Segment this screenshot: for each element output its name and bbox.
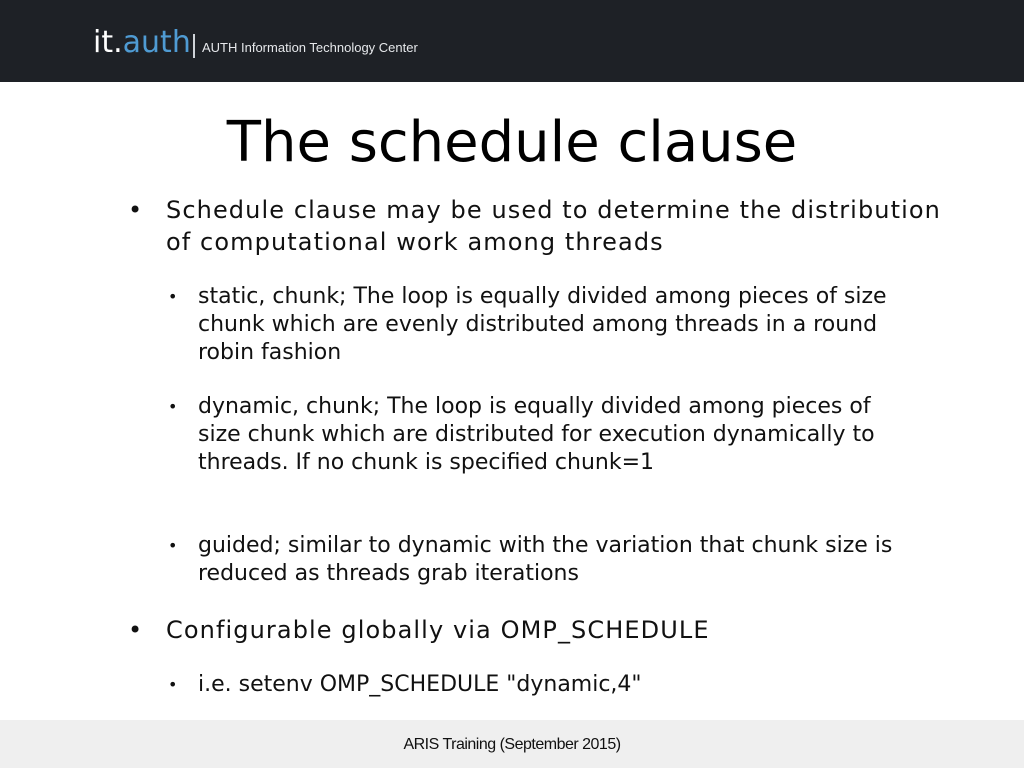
logo-dot-text: .	[113, 25, 123, 60]
bullet-mark: •	[128, 616, 144, 644]
sub-bullet-mark: •	[168, 675, 178, 694]
it-auth-logo	[93, 26, 191, 60]
sub-bullet-mark: •	[168, 397, 178, 416]
sub-bullet-text: guided; similar to dynamic with the variation that chunk size is reduced as threads grab iterations	[198, 533, 893, 586]
sub-bullet-mark: •	[168, 287, 178, 306]
bullet-text: Schedule clause may be used to determine the distribution of computational work among threads	[166, 196, 941, 256]
sub-bullet-text: i.e. setenv OMP_SCHEDULE "dynamic,4"	[198, 672, 642, 697]
logo-auth-text: auth	[122, 25, 191, 60]
footer-text: ARIS Training (September 2015)	[403, 736, 621, 753]
logo-it-text: it	[93, 25, 114, 60]
logo-divider	[193, 34, 195, 58]
bullet-text: Configurable globally via OMP_SCHEDULE	[166, 616, 710, 644]
sub-bullet-text: dynamic, chunk; The loop is equally divided among pieces of size chunk which are distributed for execution dynamically to threads. If no chunk is specified chunk=1	[198, 394, 875, 475]
slide-title: The schedule clause	[226, 110, 798, 175]
sub-bullet-mark: •	[168, 536, 178, 555]
sub-bullet-text: static, chunk; The loop is equally divided among pieces of size chunk which are evenly distributed among threads in a round robin fashion	[198, 284, 887, 365]
header-tagline: AUTH Information Technology Center	[202, 40, 418, 55]
bullet-mark: •	[128, 196, 144, 224]
